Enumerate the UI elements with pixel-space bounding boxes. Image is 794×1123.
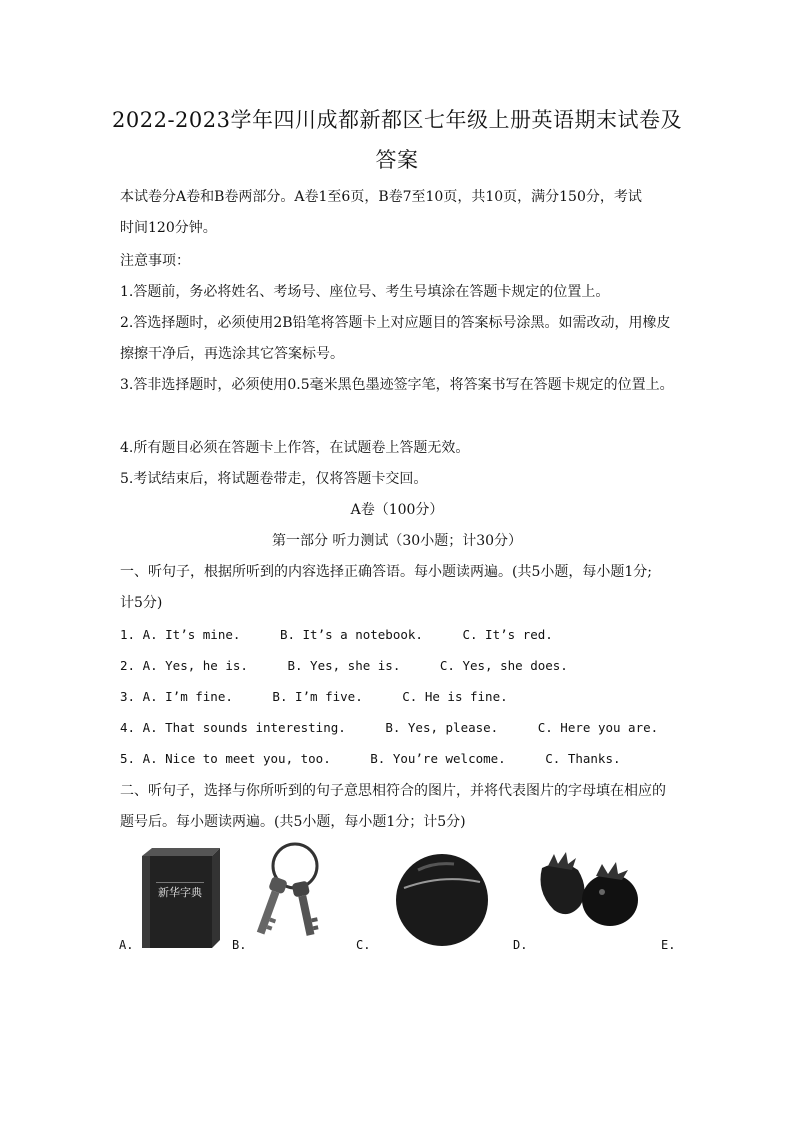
- question-1-option-a: 1. A. It’s mine.: [120, 627, 241, 642]
- question-3-option-a: 3. A. I’m fine.: [120, 689, 233, 704]
- volume-heading: A卷（100分）: [350, 502, 444, 518]
- question-2-option-c: C. Yes, she does.: [439, 658, 568, 673]
- question-4-option-b: B. Yes, please.: [385, 720, 499, 735]
- intro-line-2: 时间120分钟。: [120, 220, 217, 236]
- part-heading: 第一部分 听力测试（30小题；计30分）: [271, 533, 523, 549]
- question-1-option-b: B. It’s a notebook.: [279, 627, 423, 642]
- section-2-instruction-line-2: 题号后。每小题读两遍。(共5小题，每小题1分；计5分): [120, 814, 466, 830]
- section-2-instruction-line-1: 二、听句子，选择与你所听到的句子意思相符合的图片，并将代表图片的字母填在相应的: [120, 783, 666, 799]
- question-5: [120, 751, 621, 766]
- dictionary-cover-text: 新华字典: [158, 886, 202, 899]
- question-4-option-c: C. Here you are.: [537, 720, 659, 735]
- note-2-line-1: 2.答选择题时，必须使用2B铅笔将答题卡上对应题目的答案标号涂黑。如需改动，用橡皮: [120, 315, 671, 331]
- note-1: 1.答题前，务必将姓名、考场号、座位号、考生号填涂在答题卡规定的位置上。: [120, 284, 610, 300]
- question-4-option-a: 4. A. That sounds interesting.: [120, 720, 346, 735]
- question-1: [120, 627, 553, 642]
- section-1-instruction-line-1: 一、听句子，根据所听到的内容选择正确答语。每小题读两遍。(共5小题，每小题1分;: [120, 564, 652, 580]
- question-5-option-c: C. Thanks.: [545, 751, 621, 766]
- question-3-option-c: C. He is fine.: [402, 689, 508, 704]
- strawberries-image: [532, 848, 640, 932]
- picture-label-d: D.: [513, 938, 528, 952]
- picture-label-e: E.: [661, 938, 676, 952]
- ball-image: [394, 852, 490, 948]
- page-title-line-2: 答案: [375, 148, 419, 172]
- note-5: 5.考试结束后，将试题卷带走，仅将答题卡交回。: [120, 471, 428, 487]
- question-5-option-a: 5. A. Nice to meet you, too.: [120, 751, 331, 766]
- note-4: 4.所有题目必须在答题卡上作答，在试题卷上答题无效。: [120, 440, 470, 456]
- picture-label-a: A.: [119, 938, 134, 952]
- dictionary-book-image: [138, 846, 222, 950]
- question-3: [120, 689, 508, 704]
- picture-label-c: C.: [356, 938, 371, 952]
- note-2-line-2: 擦擦干净后，再选涂其它答案标号。: [120, 346, 344, 362]
- question-2-option-b: B. Yes, she is.: [287, 658, 401, 673]
- page-title-line-1: 2022-2023学年四川成都新都区七年级上册英语期末试卷及: [112, 108, 682, 132]
- keys-image: [253, 838, 333, 942]
- question-3-option-b: B. I’m five.: [272, 689, 363, 704]
- question-2: [120, 658, 568, 673]
- question-1-option-c: C. It’s red.: [462, 627, 553, 642]
- intro-line-1: 本试卷分A卷和B卷两部分。A卷1至6页，B卷7至10页，共10页，满分150分，考试: [120, 189, 642, 205]
- question-5-option-b: B. You’re welcome.: [370, 751, 506, 766]
- question-2-option-a: 2. A. Yes, he is.: [120, 658, 248, 673]
- question-4: [120, 720, 658, 735]
- notes-heading: 注意事项：: [120, 253, 190, 269]
- section-1-instruction-line-2: 计5分): [120, 595, 163, 611]
- picture-label-b: B.: [232, 938, 247, 952]
- note-3: 3.答非选择题时，必须使用0.5毫米黑色墨迹签字笔，将答案书写在答题卡规定的位置上。: [120, 377, 674, 393]
